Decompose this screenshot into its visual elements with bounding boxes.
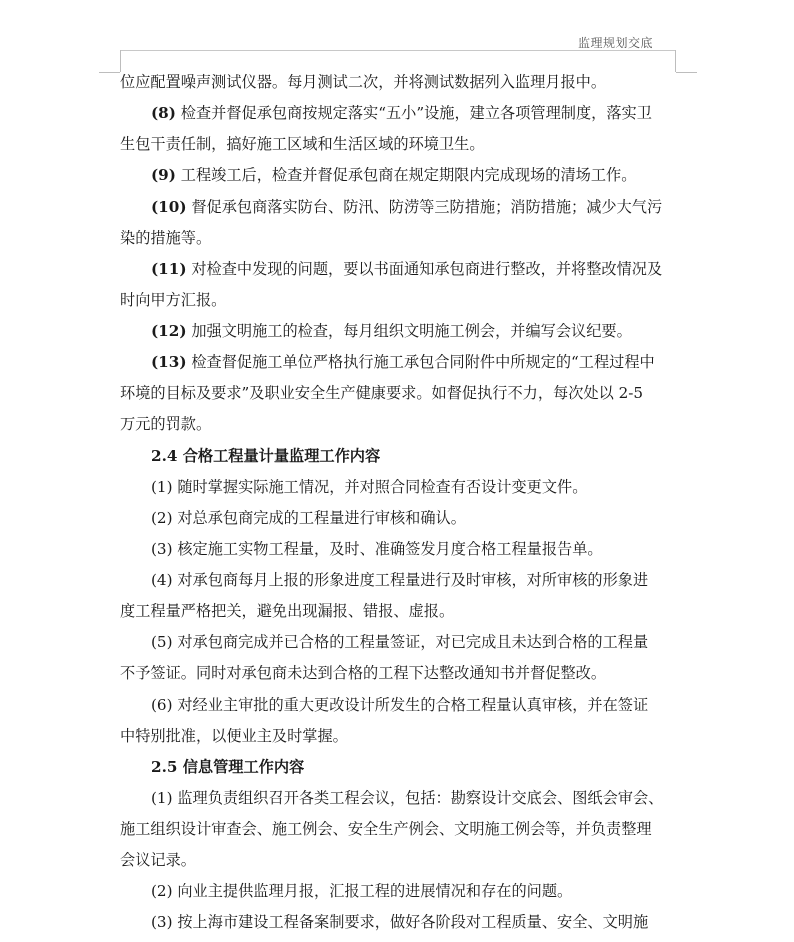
- text-line: (6) 对经业主审批的重大更改设计所发生的合格工程量认真审核，并在签证: [151, 696, 649, 714]
- text-line: 会议记录。: [120, 851, 196, 869]
- item-text: 加强文明施工的检查，每月组织文明施工例会，并编写会议纪要。: [186, 322, 632, 340]
- text-line: (2) 对总承包商完成的工程量进行审核和确认。: [151, 509, 466, 527]
- text-line: 不予签证。同时对承包商未达到合格的工程下达整改通知书并督促整改。: [120, 664, 606, 682]
- text-line: 时向甲方汇报。: [120, 291, 227, 309]
- text-line: 中特别批准，以便业主及时掌握。: [120, 727, 348, 745]
- text-line: (2) 向业主提供监理月报，汇报工程的进展情况和存在的问题。: [151, 882, 573, 900]
- text-line: 度工程量严格把关，避免出现漏报、错报、虚报。: [120, 602, 455, 620]
- text-line: (3) 按上海市建设工程备案制要求，做好各阶段对工程质量、安全、文明施: [151, 913, 649, 931]
- text-line: (3) 核定施工实物工程量，及时、准确签发月度合格工程量报告单。: [151, 540, 603, 558]
- text-line: 染的措施等。: [120, 229, 212, 247]
- text-line: 施工组织设计审查会、施工例会、安全生产例会、文明施工例会等，并负责整理: [120, 820, 652, 838]
- item-text: 检查并督促承包商按规定落实“五小”设施，建立各项管理制度，落实卫: [175, 104, 652, 122]
- item-text: 对检查中发现的问题，要以书面通知承包商进行整改，并将整改情况及: [186, 260, 663, 278]
- text-line: 万元的罚款。: [120, 415, 212, 433]
- item-number: (11): [151, 260, 187, 278]
- text-line: [151, 347, 711, 378]
- text-line: [151, 160, 711, 191]
- item-number: (10): [151, 198, 187, 216]
- item-number: (8): [151, 104, 176, 122]
- header-rule: [120, 50, 675, 51]
- margin-corner-left-h: [99, 72, 120, 73]
- text-line: [151, 98, 711, 129]
- text-line: (4) 对承包商每月上报的形象进度工程量进行及时审核，对所审核的形象进: [151, 571, 649, 589]
- text-line: [151, 316, 711, 347]
- item-number: (13): [151, 353, 187, 371]
- item-number: (9): [151, 166, 176, 184]
- item-number: (12): [151, 322, 187, 340]
- text-line: 环境的目标及要求”及职业安全生产健康要求。如督促执行不力，每次处以 2-5: [120, 384, 644, 402]
- text-line: 生包干责任制，搞好施工区域和生活区域的环境卫生。: [120, 135, 485, 153]
- page-header-title: 监理规划交底: [578, 36, 654, 50]
- section-heading-2-4: 2.4 合格工程量计量监理工作内容: [151, 447, 381, 465]
- text-line: (5) 对承包商完成并已合格的工程量签证，对已完成且未达到合格的工程量: [151, 633, 649, 651]
- text-line: [151, 254, 711, 285]
- item-text: 检查督促施工单位严格执行施工承包合同附件中所规定的“工程过程中: [186, 353, 655, 371]
- text-line: (1) 监理负责组织召开各类工程会议，包括：勘察设计交底会、图纸会审会、: [151, 789, 664, 807]
- item-text: 督促承包商落实防台、防汛、防涝等三防措施；消防措施；减少大气污: [186, 198, 663, 216]
- text-line: 位应配置噪声测试仪器。每月测试二次，并将测试数据列入监理月报中。: [120, 73, 606, 91]
- section-heading-2-5: 2.5 信息管理工作内容: [151, 758, 305, 776]
- text-line: (1) 随时掌握实际施工情况，并对照合同检查有否设计变更文件。: [151, 478, 588, 496]
- text-line: [151, 192, 711, 223]
- item-text: 工程竣工后，检查并督促承包商在规定期限内完成现场的清场工作。: [175, 166, 637, 184]
